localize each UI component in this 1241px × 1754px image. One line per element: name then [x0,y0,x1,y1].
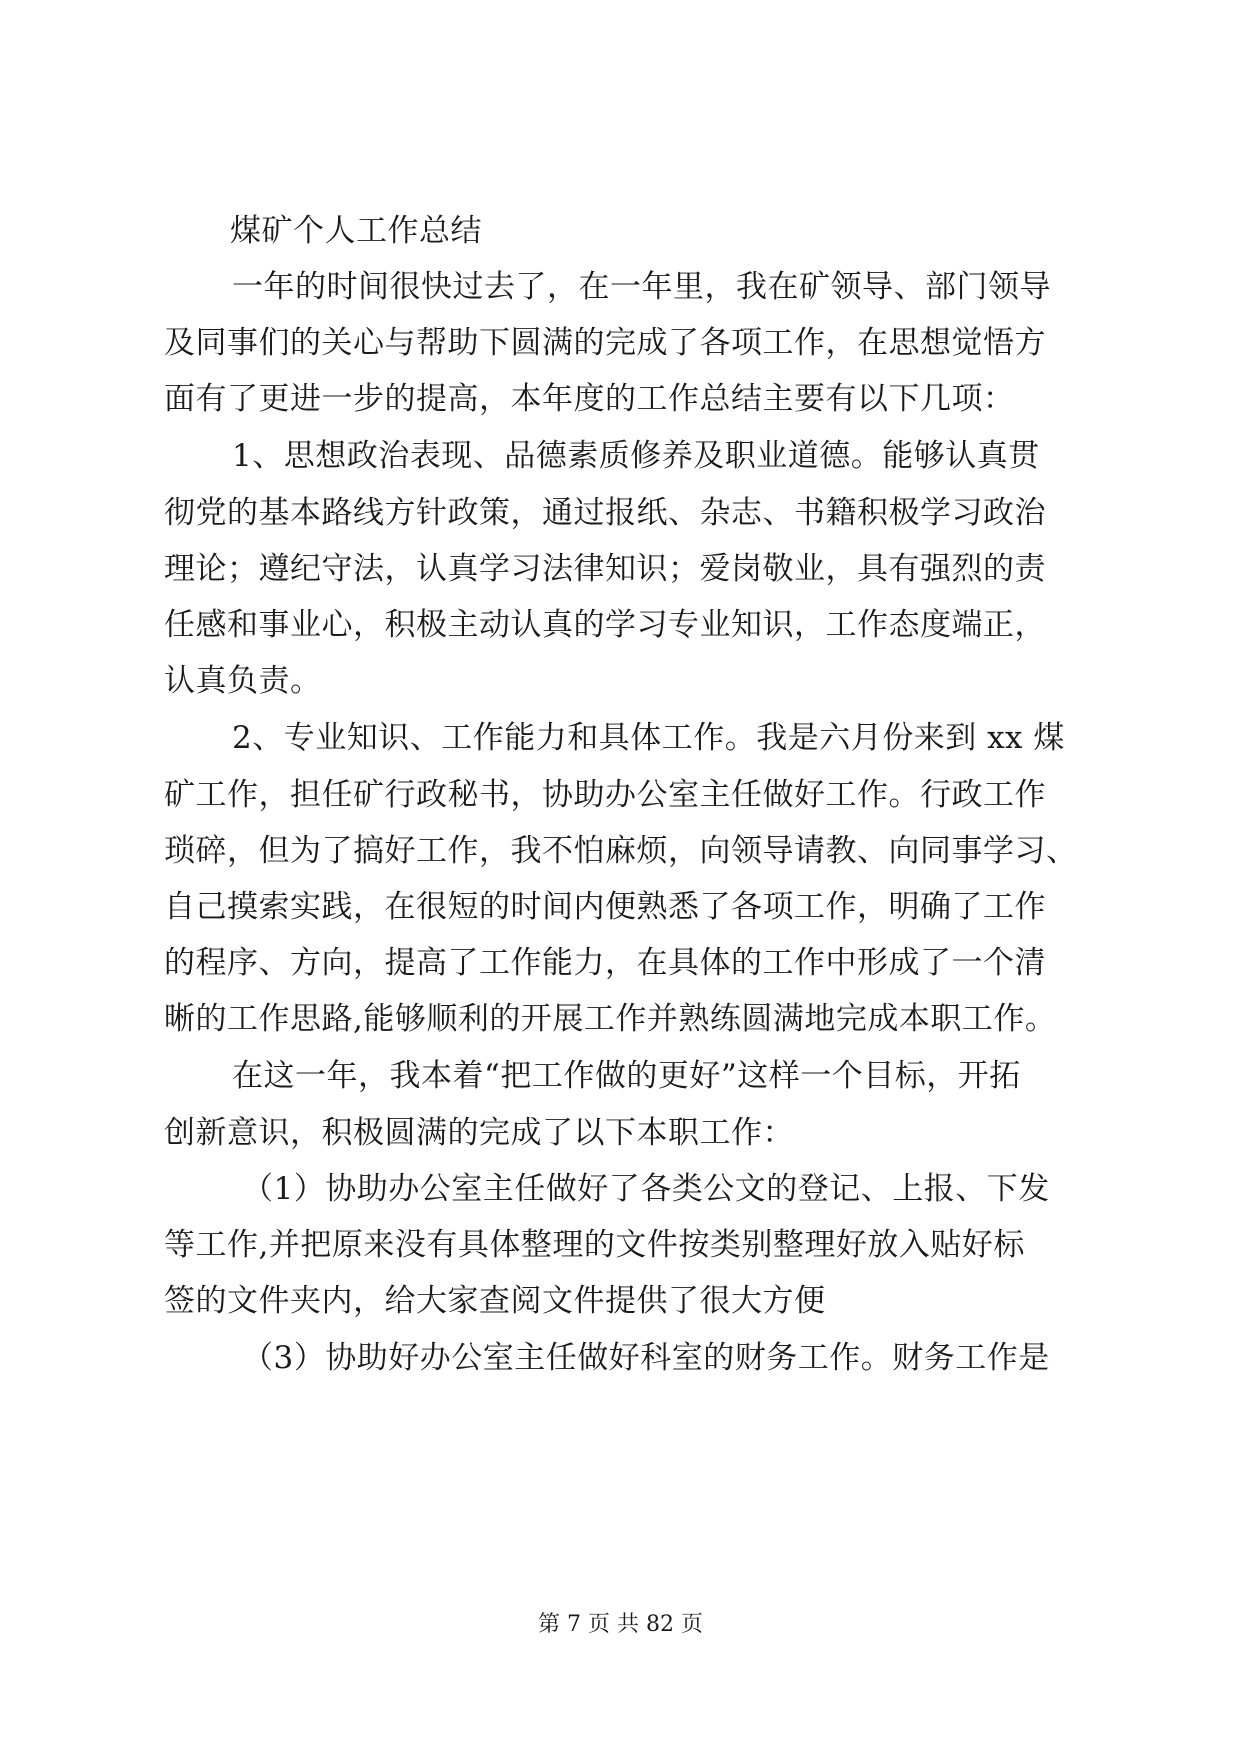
paragraph-line: 的程序、方向，提高了工作能力，在具体的工作中形成了一个清 [164,945,1046,981]
paragraph-line: 自己摸索实践，在很短的时间内便熟悉了各项工作，明确了工作 [164,889,1046,925]
paragraph-line: 等工作,并把原来没有具体整理的文件按类别整理好放入贴好标 [164,1227,1025,1263]
paragraph-line: 琐碎，但为了搞好工作，我不怕麻烦，向领导请教、向同事学习、 [164,833,1078,869]
paragraph-line: （3）协助好办公室主任做好科室的财务工作。财务工作是 [242,1340,1050,1376]
page-number: 第 7 页 共 82 页 [538,1612,703,1637]
paragraph-line: 一年的时间很快过去了，在一年里，我在矿领导、部门领导 [232,269,1051,305]
paragraph-line: 晰的工作思路,能够顺利的开展工作并熟练圆满地完成本职工作。 [164,1001,1057,1037]
paragraph-line: 彻党的基本路线方针政策，通过报纸、杂志、书籍积极学习政治 [164,495,1046,531]
paragraph-line: 认真负责。 [164,663,322,699]
paragraph-line: 2、专业知识、工作能力和具体工作。我是六月份来到 xx 煤 [232,720,1065,756]
paragraph-line: 矿工作，担任矿行政秘书，协助办公室主任做好工作。行政工作 [164,777,1046,813]
paragraph-line: 及同事们的关心与帮助下圆满的完成了各项工作，在思想觉悟方 [164,325,1046,361]
paragraph-line: 签的文件夹内，给大家查阅文件提供了很大方便 [164,1283,826,1319]
paragraph-line: 面有了更进一步的提高，本年度的工作总结主要有以下几项： [164,381,1015,417]
paragraph-line: 在这一年，我本着“把工作做的更好”这样一个目标，开拓 [232,1058,1021,1094]
paragraph-line: 理论；遵纪守法，认真学习法律知识；爱岗敬业，具有强烈的责 [164,551,1046,587]
document-title: 煤矿个人工作总结 [230,213,482,249]
paragraph-line: 任感和事业心，积极主动认真的学习专业知识，工作态度端正， [164,607,1046,643]
paragraph-line: 1、思想政治表现、品德素质修养及职业道德。能够认真贯 [232,438,1040,474]
paragraph-line: 创新意识，积极圆满的完成了以下本职工作： [164,1115,794,1151]
paragraph-line: （1）协助办公室主任做好了各类公文的登记、上报、下发 [242,1171,1050,1207]
